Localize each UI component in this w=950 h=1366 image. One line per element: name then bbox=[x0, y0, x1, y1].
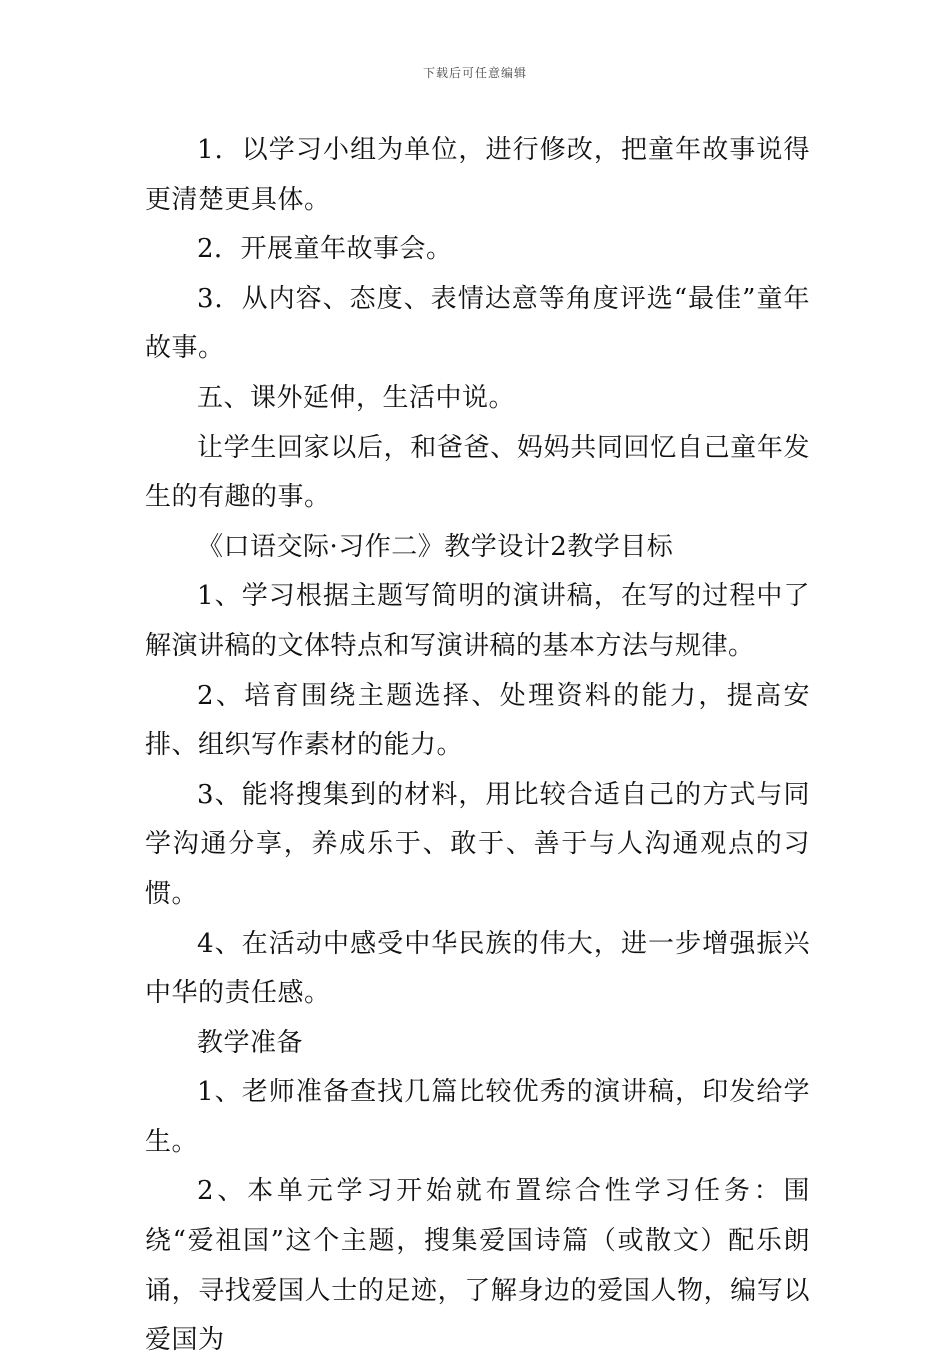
page-header-note: 下载后可任意编辑 bbox=[422, 66, 527, 80]
paragraph-12: 1、老师准备查找几篇比较优秀的演讲稿，印发给学生。 bbox=[145, 1077, 810, 1157]
paragraph-2: 2．开展童年故事会。 bbox=[197, 234, 453, 265]
paragraph-5: 让学生回家以后，和爸爸、妈妈共同回忆自己童年发生的有趣的事。 bbox=[145, 432, 810, 513]
paragraph-9: 3、能将搜集到的材料，用比较合适自己的方式与同学沟通分享，养成乐于、敢于、善于与人沟通观点的习惯。 bbox=[145, 779, 810, 909]
document-body bbox=[145, 126, 810, 1366]
paragraph-3: 3．从内容、态度、表情达意等角度评选“最佳”童年故事。 bbox=[145, 283, 810, 364]
paragraph-4: 五、课外延伸，生活中说。 bbox=[197, 382, 516, 413]
paragraph-10: 4、在活动中感受中华民族的伟大，进一步增强振兴中华的责任感。 bbox=[145, 928, 810, 1009]
paragraph-13: 2、本单元学习开始就布置综合性学习任务：围绕“爱祖国”这个主题，搜集爱国诗篇（或散文）配乐朗诵，寻找爱国人士的足迹，了解身边的爱国人物，编写以爱国为 bbox=[145, 1176, 810, 1356]
paragraph-7: 1、学习根据主题写简明的演讲稿，在写的过程中了解演讲稿的文体特点和写演讲稿的基本方法与规律。 bbox=[145, 581, 810, 661]
paragraph-6: 《口语交际·习作二》教学设计2教学目标 bbox=[197, 531, 674, 562]
paragraph-8: 2、培育围绕主题选择、处理资料的能力，提高安排、组织写作素材的能力。 bbox=[145, 680, 810, 761]
paragraph-11: 教学准备 bbox=[197, 1027, 304, 1058]
paragraph-1: 1．以学习小组为单位，进行修改，把童年故事说得更清楚更具体。 bbox=[145, 135, 810, 215]
